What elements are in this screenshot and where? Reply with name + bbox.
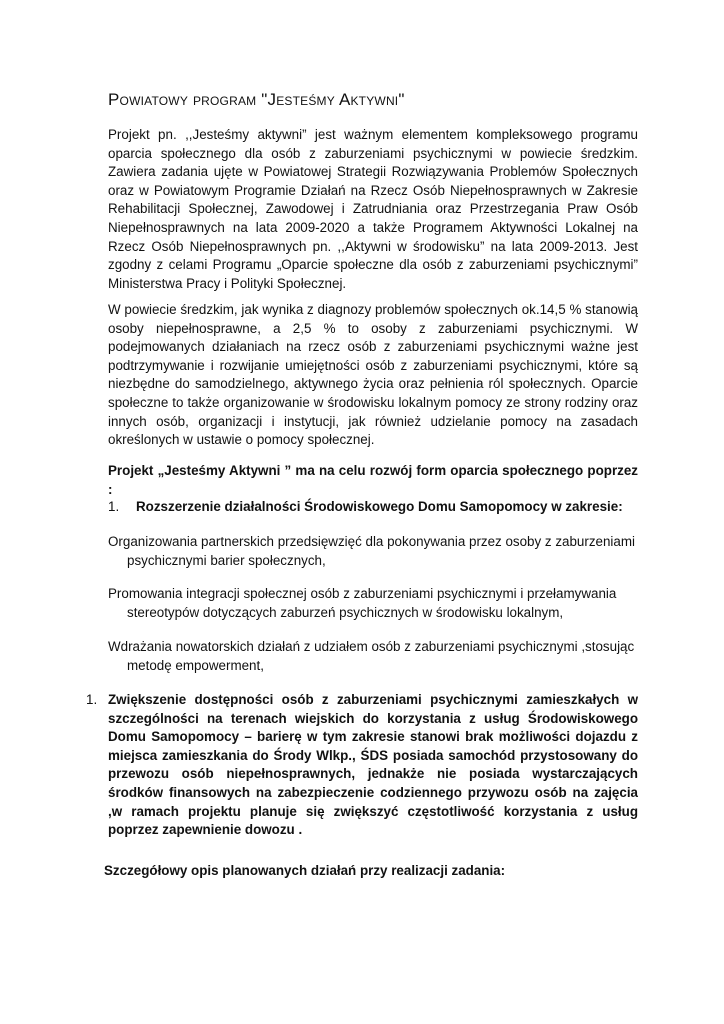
sub-item-continuation: stereotypów dotyczących zaburzeń psychicznych w środowisku lokalnym, <box>127 604 564 620</box>
page-title: Powiatowy program "Jesteśmy Aktywni" <box>108 90 405 109</box>
sub-item <box>108 533 638 570</box>
goal-heading: Projekt „Jesteśmy Aktywni ” ma na celu rozwój form oparcia społecznego poprzez : <box>108 463 638 497</box>
intro-paragraph: Projekt pn. ,,Jesteśmy aktywni” jest ważnym elementem kompleksowego programu oparcia społecznego dla osób z zaburzeniami psychicznymi w powiecie średzkim. Zawiera zadania ujęte w Powiatowej Strategii Rozwiązywania Problemów Społecznych oraz w Powiatowym Programie Działań na Rzecz Osób Niepełnosprawnych w Zakresie Rehabilitacji Społecznej, Zawodowej i Zatrudniania oraz Przestrzegania Praw Osób Niepełnosprawnych na lata 2009-2020 a także Programem Aktywności Lokalnej na Rzecz Osób Niepełnosprawnych pn. ,,Aktywni w środowisku” na lata 2009-2013. Jest zgodny z celami Programu „Oparcie społeczne dla osób z zaburzeniami psychicznymi” Ministerstwa Pracy i Polityki Społecznej. <box>108 127 638 291</box>
sub-item-continuation: psychicznymi barier społecznych, <box>127 552 326 568</box>
list-number: 1. <box>108 499 120 514</box>
sub-item <box>108 585 638 622</box>
sub-item <box>108 638 638 675</box>
sub-item-line: Wdrażania nowatorskich działań z udziałem osób z zaburzeniami psychicznymi ,stosując <box>108 639 635 654</box>
list-number: 1. <box>86 692 98 707</box>
list-item-heading: Rozszerzenie działalności Środowiskowego Domu Samopomocy w zakresie: <box>136 499 623 514</box>
sub-item-line: Organizowania partnerskich przedsięwzięć dla pokonywania przez osoby z zaburzeniami <box>108 534 635 549</box>
details-heading: Szczegółowy opis planowanych działań przy realizacji zadania: <box>104 863 506 878</box>
statistics-paragraph: W powiecie średzkim, jak wynika z diagnozy problemów społecznych ok.14,5 % stanowią osoby niepełnosprawne, a 2,5 % to osoby z zaburzeniami psychicznymi. W podejmowanych działaniach na rzecz osób z zaburzeniami psychicznymi ważne jest podtrzymywanie i rozwijanie umiejętności osób z zaburzeniami psychicznymi, które są niezbędne do samodzielnego, aktywnego życia oraz pełnienia ról społecznych. Oparcie społeczne to także organizowanie w środowisku lokalnym pomocy ze strony rodziny oraz innych osób, organizacji i instytucji, jak również udzielanie pomocy na zasadach określonych w ustawie o pomocy społecznej. <box>108 302 638 448</box>
accessibility-item: Zwiększenie dostępności osób z zaburzeniami psychicznymi zamieszkałych w szczególności na terenach wiejskich do korzystania z usług Środowiskowego Domu Samopomocy – barierę w tym zakresie stanowi brak możliwości dojazdu z miejsca zamieszkania do Środy Wlkp., ŚDS posiada samochód przystosowany do przewozu osób niepełnosprawnych, jednakże nie posiada wystarczających środków finansowych na zabezpieczenie codziennego przywozu osób na zajęcia ,w ramach projektu planuje się zwiększyć częstotliwość korzystania z usług poprzez zapewnienie dowozu . <box>108 692 638 838</box>
sub-item-continuation: metodę empowerment, <box>127 657 264 673</box>
sub-item-line: Promowania integracji społecznej osób z zaburzeniami psychicznymi i przełamywania <box>108 586 617 601</box>
